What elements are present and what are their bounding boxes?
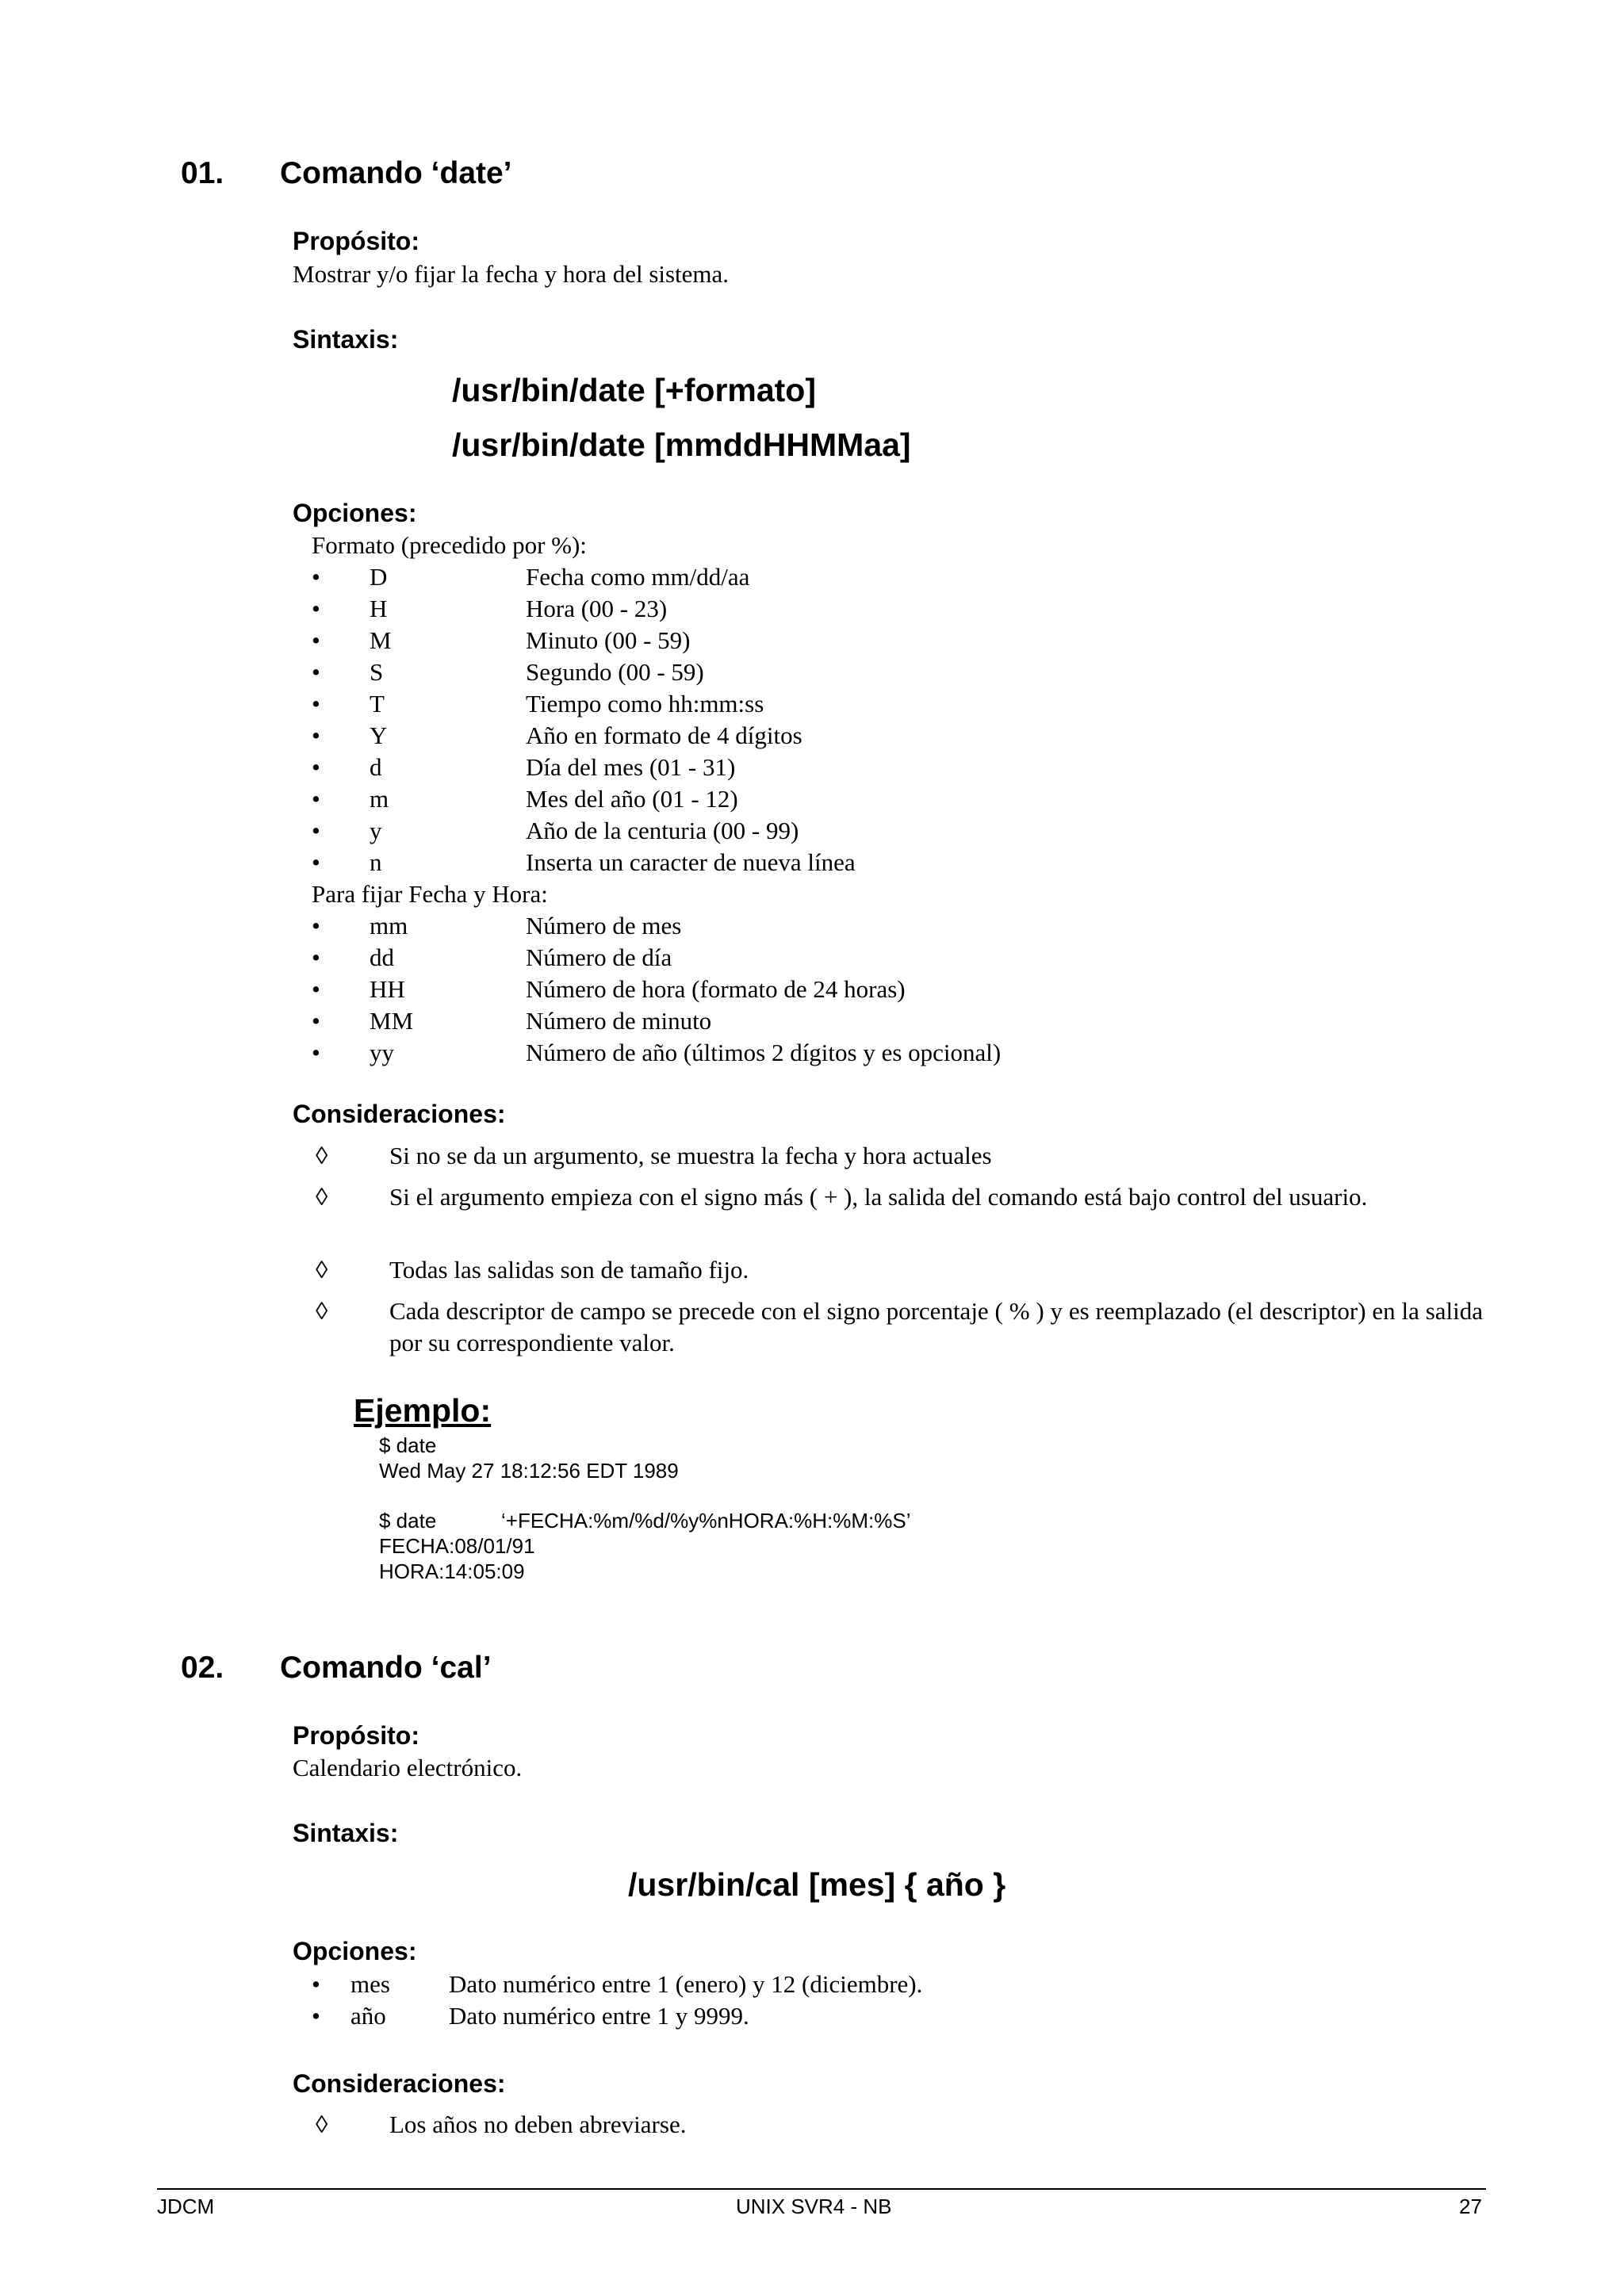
- example-argument: ‘+FECHA:%m/%d/%y%nHORA:%H:%M:%S’: [501, 1509, 911, 1533]
- diamond-icon: ◊: [316, 1142, 328, 1169]
- consideracion-text: Si el argumento empieza con el signo más ( + ), la salida del comando está bajo control del usuario.: [389, 1183, 1368, 1211]
- option-code: yy: [370, 1039, 394, 1066]
- option-desc: Hora (00 - 23): [526, 595, 668, 622]
- syntax-line: /usr/bin/cal [mes] { año }: [628, 1866, 1006, 1903]
- option-desc: Inserta un caracter de nueva línea: [526, 848, 856, 876]
- consideracion-item: [316, 2109, 1483, 2141]
- option-code: T: [370, 690, 385, 718]
- option-code: M: [370, 626, 392, 654]
- proposito-label: Propósito:: [293, 227, 419, 255]
- bullet: •: [312, 975, 320, 1003]
- footer-author: JDCM: [157, 2195, 215, 2218]
- option-desc: Segundo (00 - 59): [526, 658, 704, 686]
- sintaxis-label: Sintaxis:: [293, 325, 399, 354]
- footer-rule: [157, 2188, 1486, 2190]
- bullet: •: [312, 626, 320, 654]
- bullet: •: [312, 785, 320, 813]
- option-desc: Número de mes: [526, 912, 682, 939]
- option-code: d: [370, 753, 382, 781]
- bullet: •: [312, 943, 320, 971]
- proposito-text: Mostrar y/o fijar la fecha y hora del sistema.: [293, 260, 730, 288]
- example-output: HORA:14:05:09: [379, 1559, 525, 1583]
- bullet: •: [312, 912, 320, 939]
- fijar-intro: Para fijar Fecha y Hora:: [312, 880, 548, 908]
- bullet: •: [312, 817, 320, 844]
- diamond-icon: ◊: [316, 2110, 328, 2138]
- option-desc: Tiempo como hh:mm:ss: [526, 690, 764, 718]
- bullet: •: [312, 690, 320, 718]
- diamond-icon: ◊: [316, 1256, 328, 1284]
- example-line: $ date: [379, 1433, 437, 1457]
- option-code: mes: [350, 1970, 390, 1998]
- option-code: año: [350, 2002, 386, 2030]
- consideracion-text: Los años no deben abreviarse.: [389, 2110, 687, 2138]
- option-code: MM: [370, 1007, 414, 1035]
- consideraciones-label: Consideraciones:: [293, 2069, 506, 2098]
- page-number: 27: [1459, 2195, 1482, 2218]
- consideracion-text: Si no se da un argumento, se muestra la fecha y hora actuales: [389, 1142, 992, 1169]
- option-desc: Día del mes (01 - 31): [526, 753, 736, 781]
- footer-title: UNIX SVR4 - NB: [736, 2195, 892, 2218]
- example-output: FECHA:08/01/91: [379, 1534, 535, 1558]
- syntax-line: /usr/bin/date [+formato]: [452, 372, 817, 408]
- option-code: n: [370, 848, 382, 876]
- bullet: •: [312, 753, 320, 781]
- consideracion-item: [316, 1140, 1483, 1172]
- section-title: Comando ‘cal’: [280, 1651, 492, 1685]
- consideracion-item: [316, 1181, 1483, 1245]
- option-desc: Minuto (00 - 59): [526, 626, 691, 654]
- sintaxis-label: Sintaxis:: [293, 1819, 399, 1847]
- diamond-icon: ◊: [316, 1297, 328, 1325]
- section-number: 01.: [181, 156, 224, 190]
- proposito-label: Propósito:: [293, 1721, 419, 1750]
- consideraciones-label: Consideraciones:: [293, 1100, 506, 1128]
- opciones-label: Opciones:: [293, 499, 417, 527]
- option-desc: Dato numérico entre 1 y 9999.: [449, 2002, 749, 2030]
- option-desc: Año en formato de 4 dígitos: [526, 721, 802, 749]
- option-code: Y: [370, 721, 388, 749]
- consideracion-text: Todas las salidas son de tamaño fijo.: [389, 1256, 749, 1284]
- consideracion-item: [316, 1254, 1483, 1286]
- option-code: m: [370, 785, 389, 813]
- option-code: H: [370, 595, 388, 622]
- bullet: •: [312, 658, 320, 686]
- option-desc: Fecha como mm/dd/aa: [526, 563, 750, 591]
- bullet: •: [312, 2002, 320, 2030]
- formato-intro: Formato (precedido por %):: [312, 531, 587, 559]
- bullet: •: [312, 848, 320, 876]
- bullet: •: [312, 563, 320, 591]
- option-desc: Mes del año (01 - 12): [526, 785, 738, 813]
- option-code: dd: [370, 943, 394, 971]
- option-desc: Número de hora (formato de 24 horas): [526, 975, 906, 1003]
- example-command: $ date: [379, 1509, 437, 1533]
- bullet: •: [312, 721, 320, 749]
- option-code: S: [370, 658, 384, 686]
- bullet: •: [312, 1007, 320, 1035]
- bullet: •: [312, 1970, 320, 1998]
- section-title: Comando ‘date’: [280, 156, 512, 190]
- example-line: Wed May 27 18:12:56 EDT 1989: [379, 1459, 679, 1483]
- option-code: y: [370, 817, 382, 844]
- option-code: D: [370, 563, 388, 591]
- diamond-icon: ◊: [316, 1183, 328, 1211]
- bullet: •: [312, 595, 320, 622]
- option-code: mm: [370, 912, 408, 939]
- bullet: •: [312, 1039, 320, 1066]
- option-desc: Número de minuto: [526, 1007, 712, 1035]
- syntax-line: /usr/bin/date [mmddHHMMaa]: [452, 427, 911, 463]
- option-desc: Número de año (últimos 2 dígitos y es opcional): [526, 1039, 1002, 1066]
- option-desc: Dato numérico entre 1 (enero) y 12 (diciembre).: [449, 1970, 923, 1998]
- proposito-text: Calendario electrónico.: [293, 1754, 523, 1781]
- option-desc: Número de día: [526, 943, 672, 971]
- opciones-label: Opciones:: [293, 1937, 417, 1965]
- section-number: 02.: [181, 1651, 224, 1685]
- option-desc: Año de la centuria (00 - 99): [526, 817, 799, 844]
- option-code: HH: [370, 975, 405, 1003]
- ejemplo-heading: Ejemplo:: [354, 1392, 492, 1429]
- consideracion-text: Cada descriptor de campo se precede con el signo porcentaje ( % ) y es reemplazado (el descriptor) en la salida por su correspondiente valor.: [389, 1297, 1483, 1357]
- consideracion-item: [316, 1295, 1483, 1359]
